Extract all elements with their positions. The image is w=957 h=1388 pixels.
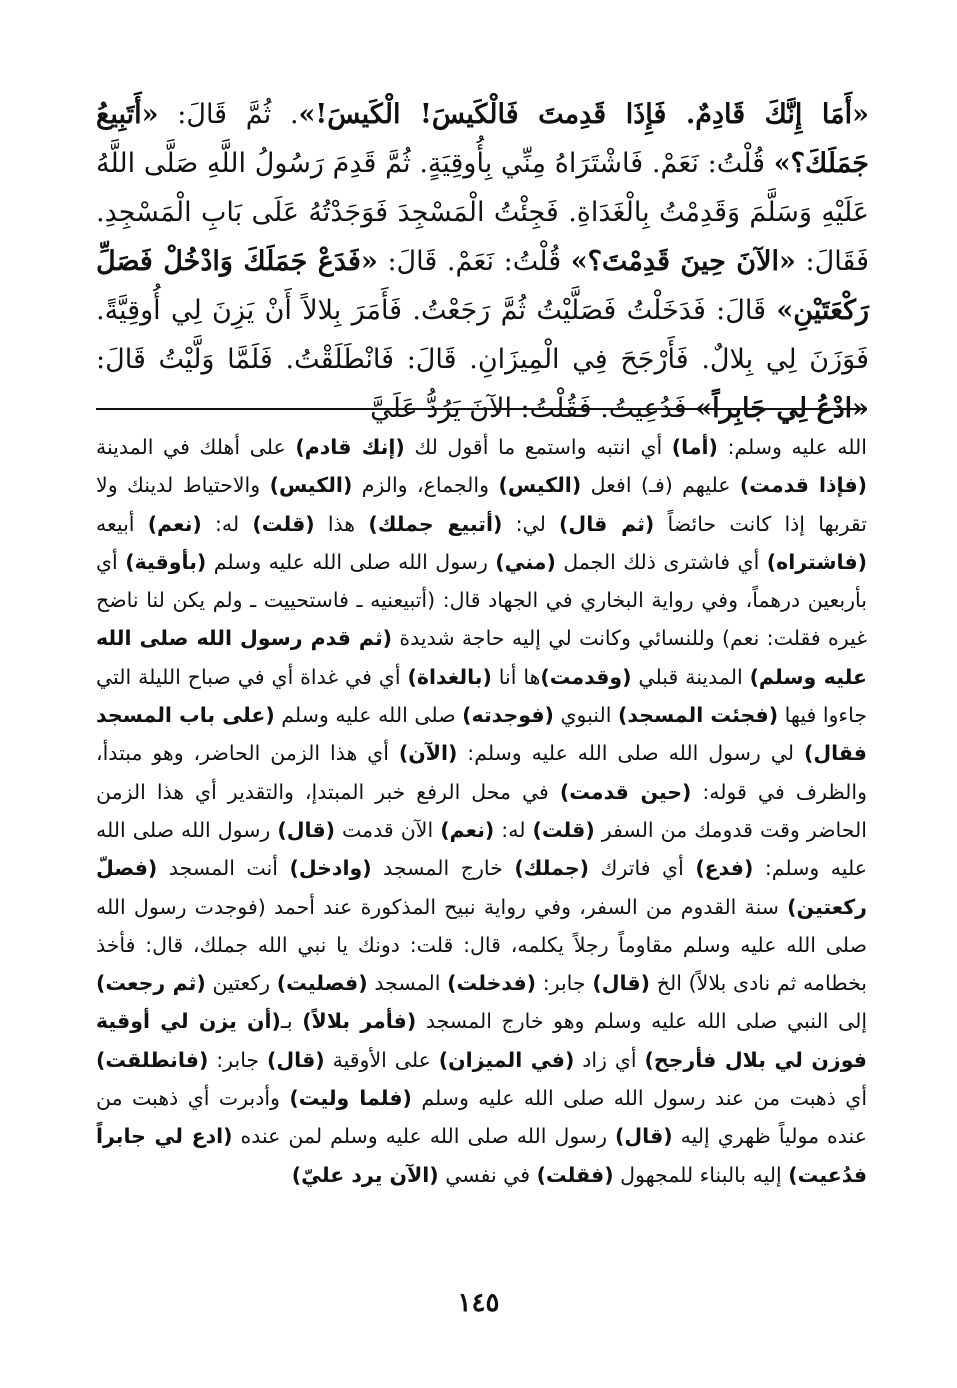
commentary-segment: ركعتين [205,971,277,996]
commentary-bold-segment: (بالغداة) [407,664,492,689]
commentary-segment: والاحتياط لدينك ولا تقربها إذا كانت حائضاً [96,473,867,536]
page-number: ١٤٥ [457,1288,500,1318]
main-text-bold-segment: «الآنَ حِينَ قَدِمْتَ؟» [570,246,796,277]
commentary-bold-segment: (قلت) [532,817,595,842]
commentary-segment: إلى النبي صلى الله عليه وسلم وهو خارج المسجد [416,1009,868,1034]
footnote-separator [96,408,867,410]
commentary-bold-segment: (فوجدته) [462,703,554,728]
commentary-segment: جابر: [208,1047,268,1072]
commentary-segment: عليهم (فـ) افعل [581,473,740,498]
commentary-text [96,428,867,1194]
commentary-bold-segment: (قال) [614,1124,673,1149]
commentary-bold-segment: (بأوقية) [125,549,207,574]
commentary-segment: ها أنا [491,664,541,689]
commentary-bold-segment: (جملك) [514,856,590,881]
commentary-segment: رسول الله صلى الله عليه وسلم: [96,817,867,881]
commentary-bold-segment: (ثم قال) [559,511,655,536]
main-text-segment: قُلْتُ: نَعَمْ. فَاشْتَرَاهُ مِنِّي بِأُوقِيَةٍ. ثُمَّ قَدِمَ رَسُولُ اللَّهِ صَلَّى اللَّهُ عَلَيْهِ وَسَلَّمَ وَقَدِمْتُ بِالْغَدَاةِ. فَجِئْتُ الْمَسْجِدَ فَوَجَدْتُهُ عَلَى بَابِ الْمَسْجِدِ. فَقَالَ: [96,148,869,277]
commentary-segment: أي هذا الزمن الحاضر، وهو مبتدأ، والظرف في قوله: [96,741,867,804]
commentary-bold-segment: (فقلت) [536,1162,614,1187]
commentary-segment: لي: [502,511,560,536]
commentary-bold-segment: (الكيس) [269,473,353,498]
commentary-segment: المدينة قبلي [631,664,750,689]
hadith-main-text [96,90,869,433]
commentary-segment: أي في غداة أي في صباح الليلة التي جاءوا فيها [96,664,867,728]
commentary-bold-segment: (فصلّ ركعتين) [96,856,867,919]
commentary-segment: أي فاترك [589,856,696,881]
commentary-segment: أي زاد [574,1047,645,1072]
commentary-segment: والجماع، والزم [352,473,499,498]
commentary-bold-segment: (قال) [592,971,651,996]
main-text-segment: فَدُعِيتُ. فَقُلْتُ: الآنَ يَرُدُّ عَلَيَّ [370,393,696,424]
commentary-segment: صلى الله عليه وسلم [274,703,463,728]
commentary-segment: في محل الرفع خبر المبتدإ، والتقدير أي هذا الزمن الحاضر وقت قدومك من السفر [96,779,867,842]
commentary-bold-segment: (فأمر بلالاً) [302,1009,417,1034]
commentary-segment: في نفسي [438,1162,537,1187]
commentary-bold-segment: (الآن) [398,741,458,766]
main-text-segment: قُلْتُ: نَعَمْ. قَالَ: [377,246,571,277]
commentary-bold-segment: (نعم) [440,817,495,842]
commentary-segment: الآن قدمت [335,817,441,842]
commentary-bold-segment: (ادع لي جابراً فدُعيت) [96,1124,867,1187]
commentary-bold-segment: (فانطلقت) [96,1047,209,1072]
commentary-segment: على الأوقية [324,1047,439,1072]
commentary-bold-segment: (أما) [671,435,718,459]
commentary-segment: وأدبرت أي ذهبت من عنده مولياً ظهري إليه [96,1086,867,1149]
commentary-segment: خارج المسجد [371,856,515,881]
commentary-bold-segment: (حين قدمت) [559,779,692,804]
main-text-bold-segment: «فَدَعْ جَمَلَكَ وَادْخُلْ فَصَلِّ رَكْعَتَيْنِ» [96,246,869,326]
commentary-segment: أي انتبه واستمع ما أقول لك [404,435,672,459]
commentary-segment: هذا [314,511,369,536]
commentary-bold-segment: (قال) [277,817,336,842]
commentary-segment: له: [201,511,253,536]
commentary-bold-segment: (فاشتراه) [766,549,867,574]
commentary-segment: إليه بالبناء للمجهول [613,1162,789,1187]
commentary-segment: أي ذهبت من عند رسول الله صلى الله عليه وسلم [411,1086,868,1111]
main-text-bold-segment: «أَمَا إِنَّكَ قَادِمٌ. فَإِذَا قَدِمتَ فَالْكَيسَ! الْكَيسَ!» [298,99,869,130]
commentary-segment: بـ [280,1009,303,1034]
commentary-bold-segment: (مني) [495,549,556,574]
commentary-bold-segment: (أن يزن لي أوقية فوزن لي بلال فأرجح) [96,1009,867,1072]
commentary-segment: على أهلك في المدينة [96,435,296,459]
commentary-segment: أبيعه [96,511,148,536]
commentary-bold-segment: (وادخل) [289,856,372,881]
commentary-segment: رسول الله صلى الله عليه وسلم [206,549,496,574]
commentary-segment: جابر: [536,971,593,996]
commentary-bold-segment: (قال) [267,1047,325,1072]
commentary-bold-segment: (وقدمت) [540,664,632,689]
main-text-bold-segment: «أَتَبِيعُ جَمَلَكَ؟» [96,99,869,179]
commentary-segment: أي فاشترى ذلك الجمل [555,549,767,574]
commentary-bold-segment: (أتبيع جملك) [368,511,503,536]
commentary-segment: الله عليه وسلم: [717,435,867,459]
commentary-bold-segment: (الكيس) [498,473,582,498]
commentary-bold-segment: (فصليت) [276,971,368,996]
main-text-segment: . ثُمَّ قَالَ: [158,99,299,130]
commentary-bold-segment: (نعم) [147,511,202,536]
commentary-bold-segment: (ثم رجعت) [96,971,206,996]
commentary-segment: له: [494,817,533,842]
main-text-segment: قَالَ: فَدَخَلْتُ فَصَلَّيْتُ ثُمَّ رَجَعْتُ. فَأَمَرَ بِلالاً أَنْ يَزِنَ لِي أُوقِيَّةً. فَوَزَنَ لِي بِلالٌ. فَأَرْجَحَ فِي الْمِيزَانِ. قَالَ: فَانْطَلَقْتُ. فَلَمَّا وَلَّيْتُ قَالَ: [96,295,869,375]
commentary-segment: أي بأربعين درهماً، وفي رواية البخاري في الجهاد قال: (أتبيعنيه ـ فاستحييت ـ ولم يكن لنا ناضح غيره فقلت: نعم) وللنسائي وكانت لي إليه حاجة شديدة [96,549,867,651]
commentary-bold-segment: (فلما وليت) [289,1086,412,1111]
commentary-bold-segment: (فدخلت) [447,971,537,996]
commentary-segment: النبوي [553,703,618,728]
commentary-bold-segment: (قلت) [252,511,315,536]
commentary-bold-segment: (في الميزان) [438,1047,575,1072]
commentary-segment: رسول الله صلى الله عليه وسلم لمن عنده [232,1124,615,1149]
commentary-bold-segment: (فجئت المسجد) [617,703,779,728]
commentary-segment: أنت المسجد [157,856,290,881]
commentary-bold-segment: (ثم قدم رسول الله صلى الله عليه وسلم) [96,626,867,689]
main-text-bold-segment: «ادْعُ لِي جَابِراً» [695,393,869,424]
commentary-bold-segment: (إنك قادم) [295,435,405,459]
commentary-bold-segment: (على باب المسجد فقال) [96,703,867,766]
commentary-segment: سنة القدوم من السفر، وفي رواية نبيح المذكورة عند أحمد (فوجدت رسول الله صلى الله عليه وسلم مقاوماً رجلاً يكلمه، قال: قلت: دونك يا نبي الله جملك، قال: فأخذ بخطامه ثم نادى بلالاً) الخ [96,894,868,996]
commentary-bold-segment: (الآن يرد عليّ) [291,1162,439,1187]
commentary-bold-segment: (فإذا قدمت) [739,473,867,498]
commentary-segment: لي رسول الله صلى الله عليه وسلم: [457,741,804,766]
commentary-segment: المسجد [367,971,448,996]
commentary-bold-segment: (فدع) [695,856,754,881]
